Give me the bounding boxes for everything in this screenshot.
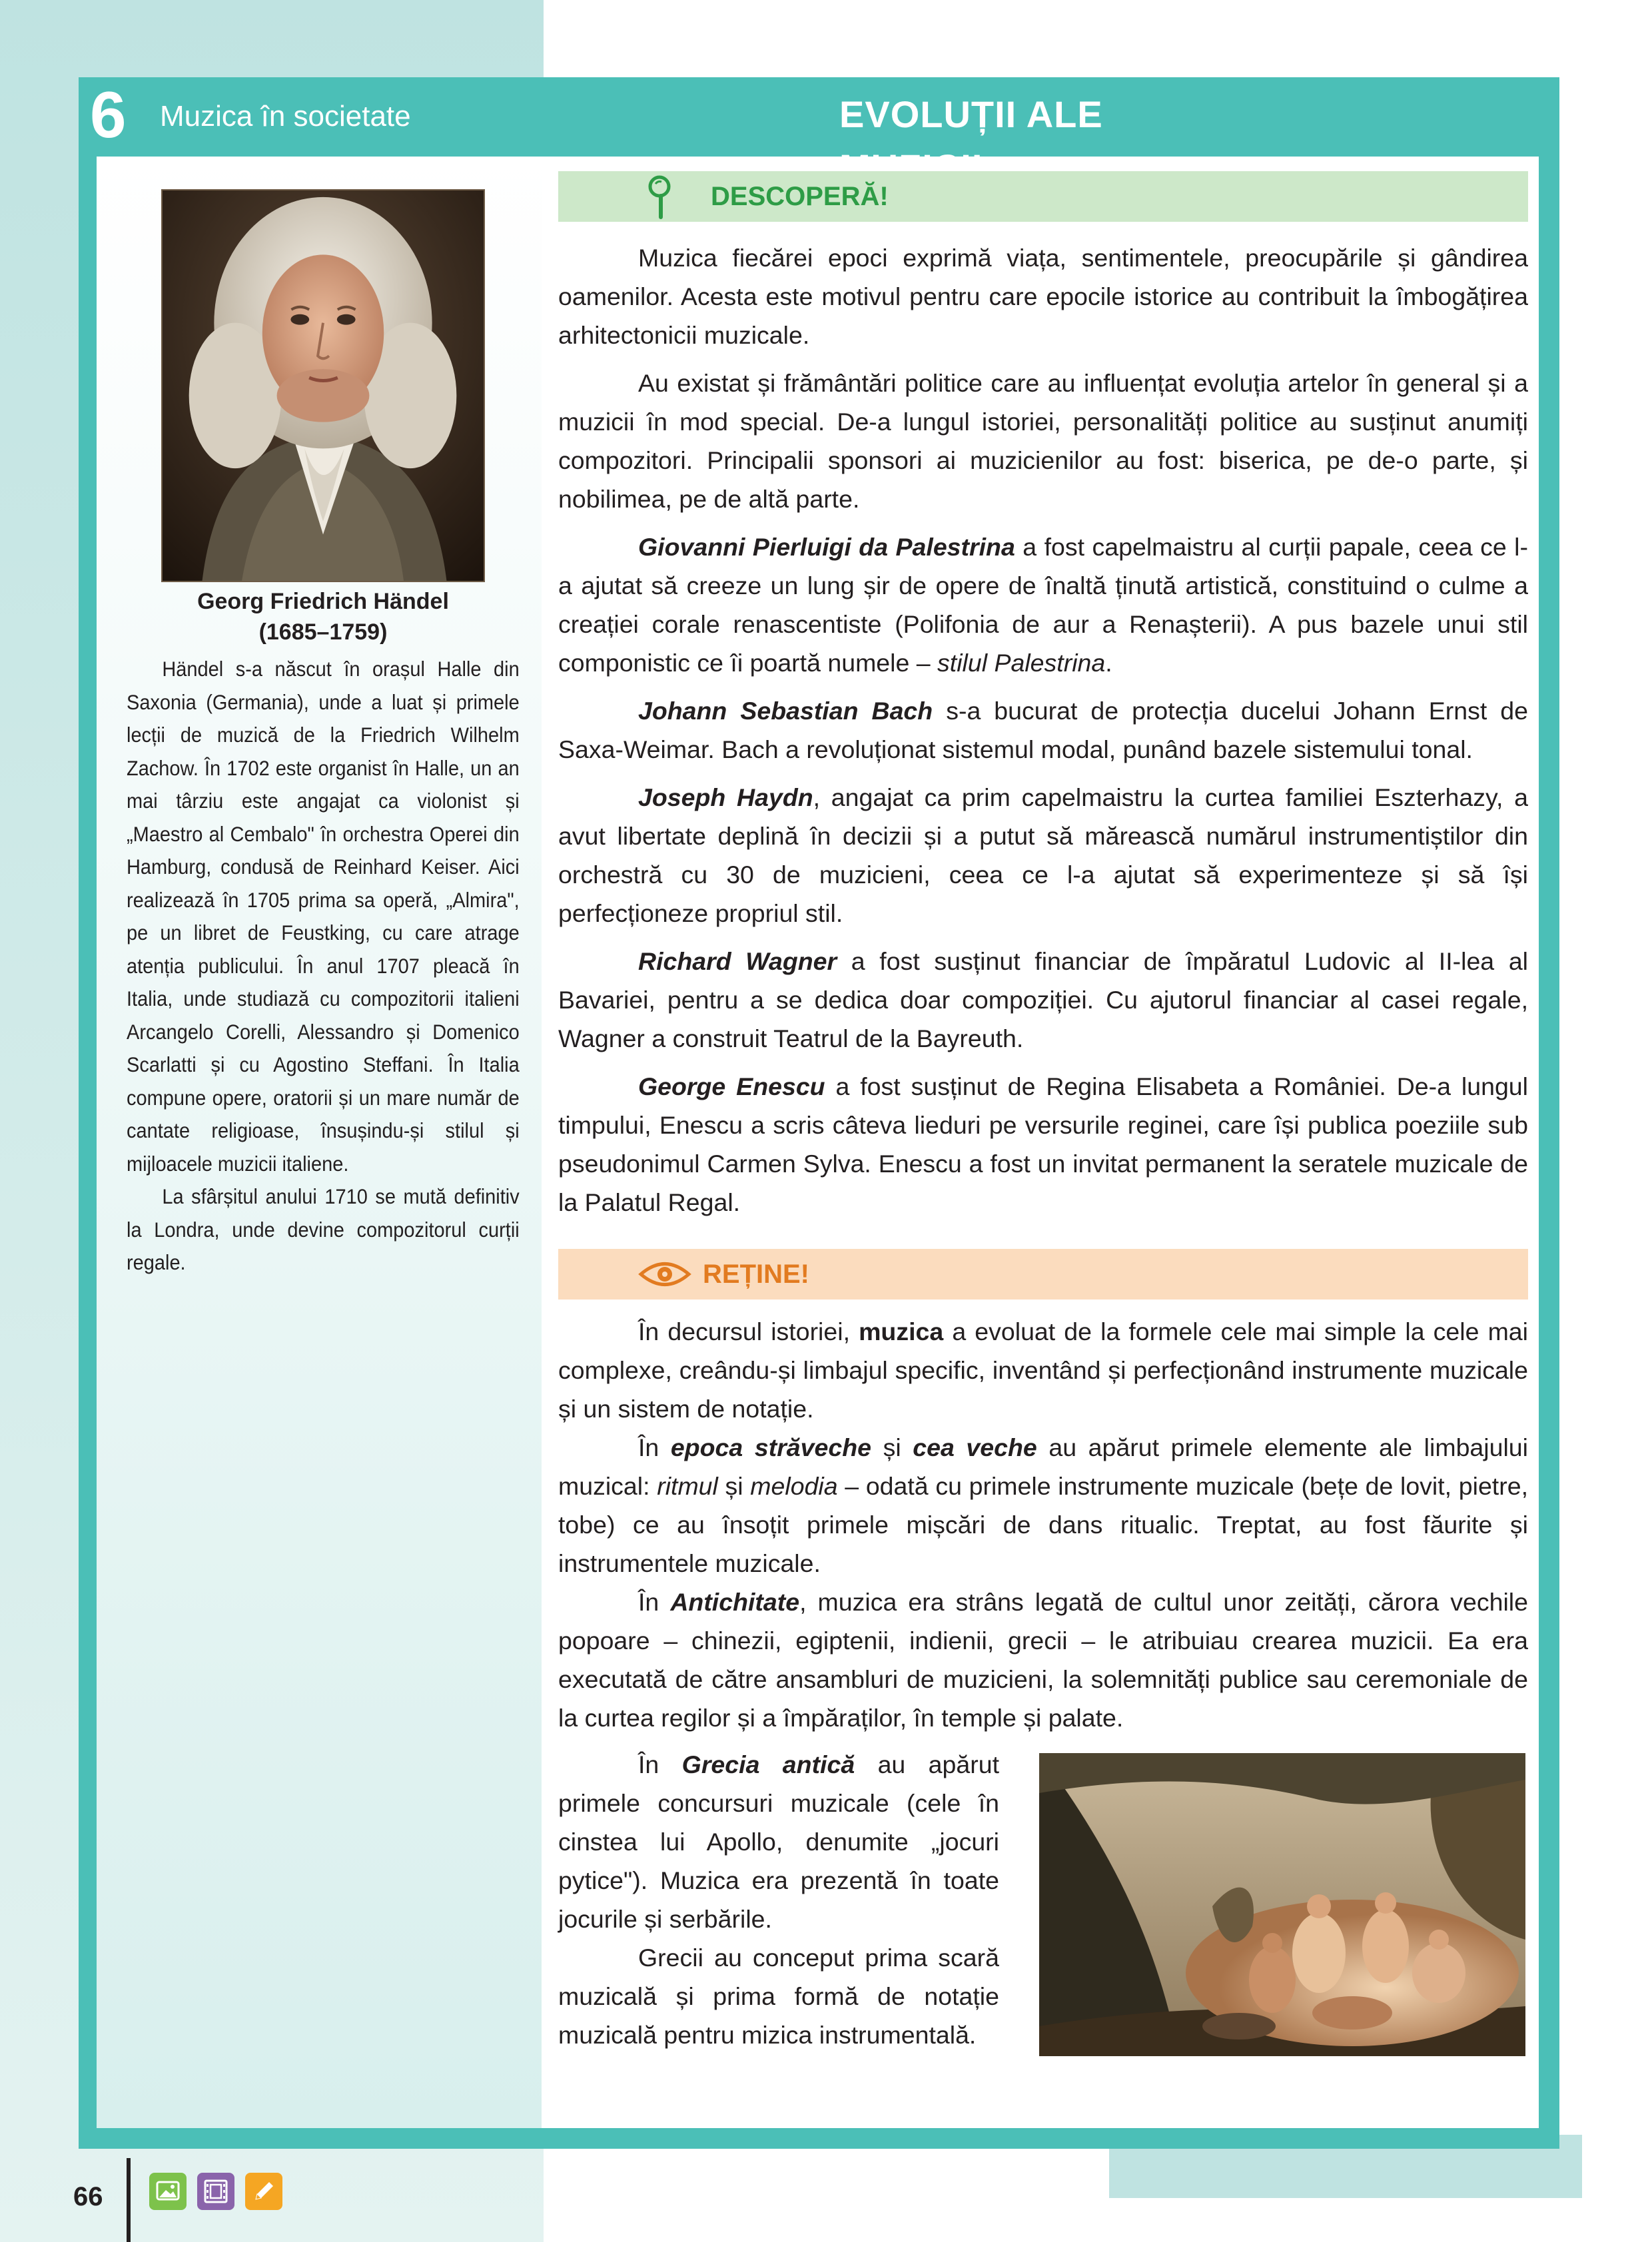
discover-label: DESCOPERĂ!: [711, 182, 889, 211]
text-span: În: [638, 1433, 671, 1461]
film-icon[interactable]: [197, 2173, 234, 2210]
text-span: a evoluat de la formele cele mai simple la cele mai complexe, creându-și limbajul specific, inventând și perfecționând instrumente muzicale și un sistem de notație.: [558, 1317, 1528, 1423]
palestrina-name: Giovanni Pierluigi da Palestrina: [638, 533, 1015, 561]
palestrina-paragraph: [558, 528, 1528, 682]
painting-image: [1039, 1753, 1525, 2056]
discover-paragraph-1: Muzica fiecărei epoci exprimă viața, sentimentele, preocupările și gândirea oamenilor. Acesta este motivul pentru care epocile istorice au contribuit la îmbogățirea arhitectonicii muzicale.: [558, 244, 1528, 349]
text-span: au apărut primele concursuri muzicale (cele în cinstea lui Apollo, denumite „jocuri pytice"). Muzica era prezentă în toate jocurile și serbările.: [558, 1750, 999, 1933]
image-icon[interactable]: [149, 2173, 187, 2210]
page-number-divider: [127, 2158, 131, 2242]
bold-term: Antichitate: [670, 1588, 800, 1616]
italic-term: melodia: [750, 1472, 838, 1500]
portrait-image: [161, 189, 485, 582]
lesson-title: EVOLUȚII ALE: [839, 93, 1103, 135]
pencil-icon[interactable]: [245, 2173, 282, 2210]
portrait-caption: [133, 586, 513, 647]
haydn-name: Joseph Haydn: [638, 783, 813, 811]
bold-term: Grecia antică: [681, 1750, 855, 1778]
eye-icon: [638, 1259, 691, 1290]
caption-years: (1685–1759): [258, 619, 388, 645]
discover-band: [558, 171, 1528, 222]
enescu-name: George Enescu: [638, 1072, 825, 1100]
retine-text: [558, 1312, 1528, 1737]
text-span: au apărut primele elemente ale limbajului muzical:: [558, 1433, 1528, 1500]
caption-name: Georg Friedrich Händel: [197, 589, 449, 614]
haydn-text: , angajat ca prim capelmaistru la curtea familiei Eszterhazy, a avut libertate deplină în decizii și a putut să mărească numărul instrumentiștilor din orchestră cu 30 de muzicieni, ceea ce l-a ajutat să experimenteze și să își perfecționeze propriul stil.: [558, 783, 1528, 927]
bach-name: Johann Sebastian Bach: [638, 697, 933, 725]
palestrina-text: a fost capelmaistru al curții papale, ceea ce l-a ajutat să creeze un lung șir de opere de înaltă ținută artistică, constituind o culme a creației corale renascentiste (Polifonia de aur a Renașterii). A pus bazele unui stil componistic ce îi poartă numele –: [558, 533, 1528, 677]
text-span: și: [871, 1433, 913, 1461]
wagner-name: Richard Wagner: [638, 947, 837, 975]
greek-paragraph-2: Grecii au conceput prima scară muzicală și prima formă de notație muzicală pentru mizica instrumentală.: [558, 1944, 999, 2049]
bio-paragraph: Händel s-a născut în orașul Halle din Saxonia (Germania), unde a luat și primele lecții de muzică de la Friedrich Wilhelm Zachow. În 1702 este organist în Halle, un an mai târziu este angajat ca violonist și „Maestro al Cembalo" în orchestra Operei din Hamburg, condusă de Reinhard Keiser. Aici realizează în 1705 prima sa operă, „Almira", pe un libret de Feustking, cu care atrage atenția publicului. În anul 1707 pleacă în Italia, unde studiază cu compozitorii italieni Arcangelo Corelli, Alessandro și Domenico Scarlatti și cu Agostino Steffani. În Italia compune opere, oratorii și un mare număr de cantate religioase, însușindu-și stilul și mijloacele muzicii italiene.: [127, 657, 520, 1176]
bold-term: epoca străveche: [670, 1433, 871, 1461]
greek-paragraph-1: [558, 1745, 999, 1938]
italic-term: ritmul: [657, 1472, 718, 1500]
text-span: În: [638, 1750, 682, 1778]
discover-paragraph-2: Au existat și frământări politice care au influențat evoluția artelor în general și a muzicii în mod special. De-a lungul istoriei, personalități politice au susținut anumiți compozitori. Principalii sponsori ai muzicienilor au fost: biserica, pe de-o parte, și nobilimea, pe de altă parte.: [558, 369, 1528, 513]
bio-paragraph: La sfârșitul anului 1710 se mută definitiv la Londra, unde devine compozitorul curții regale.: [127, 1184, 520, 1274]
text-span: – odată cu primele instrumente muzicale (bețe de lovit, pietre, tobe) ce au însoțit primele mișcări de dans ritualic. Treptat, au fost făurite și instrumentele muzicale.: [558, 1472, 1528, 1577]
chapter-number: 6: [90, 78, 127, 151]
enescu-text: a fost susținut de Regina Elisabeta a României. De-a lungul timpului, Enescu a scris câteva lieduri pe versurile reginei, care își publica poeziile sub pseudonimul Carmen Sylva. Enescu a fost un invitat permanent la seratele muzicale de la Palatul Regal.: [558, 1072, 1528, 1216]
magnifier-icon: [646, 175, 677, 220]
palestrina-end: .: [1105, 649, 1112, 677]
text-span: În decursul istoriei,: [638, 1317, 859, 1345]
bach-paragraph: [558, 691, 1528, 769]
text-span: , muzica era strâns legată de cultul unor zeități, cărora vechile popoare – chinezii, egiptenii, indienii, grecii – le atribuiau crearea muzicii. Ea era executată de către ansambluri de muzicieni, la solemnități publice sau ceremoniale de la curtea regilor și a împăraților, în temple și palate.: [558, 1588, 1528, 1732]
text-span: și: [717, 1472, 751, 1500]
bold-term: cea veche: [913, 1433, 1037, 1461]
chapter-title: Muzica în societate: [160, 100, 411, 133]
discover-text: [558, 238, 1528, 1231]
retine-paragraph-2: [558, 1428, 1528, 1583]
text-span: În: [638, 1588, 671, 1616]
biography: [127, 653, 520, 1280]
retine-paragraph-3: [558, 1583, 1528, 1737]
palestrina-style: stilul Palestrina: [937, 649, 1106, 677]
enescu-paragraph: [558, 1067, 1528, 1222]
haydn-paragraph: [558, 778, 1528, 933]
greek-text: [558, 1745, 999, 2054]
wagner-text: a fost susținut financiar de împăratul Ludovic al II-lea al Bavariei, pentru a se dedica doar compoziției. Cu ajutorul financiar al casei regale, Wagner a construit Teatrul de la Bayreuth.: [558, 947, 1528, 1052]
retine-label: REȚINE!: [703, 1260, 809, 1289]
wagner-paragraph: [558, 942, 1528, 1058]
page-number: 66: [73, 2182, 103, 2211]
retine-paragraph-1: [558, 1312, 1528, 1428]
bold-term: muzica: [859, 1317, 944, 1345]
bach-text: s-a bucurat de protecția ducelui Johann Ernst de Saxa-Weimar. Bach a revoluționat sistemul modal, punând bazele sistemului tonal.: [558, 697, 1529, 763]
